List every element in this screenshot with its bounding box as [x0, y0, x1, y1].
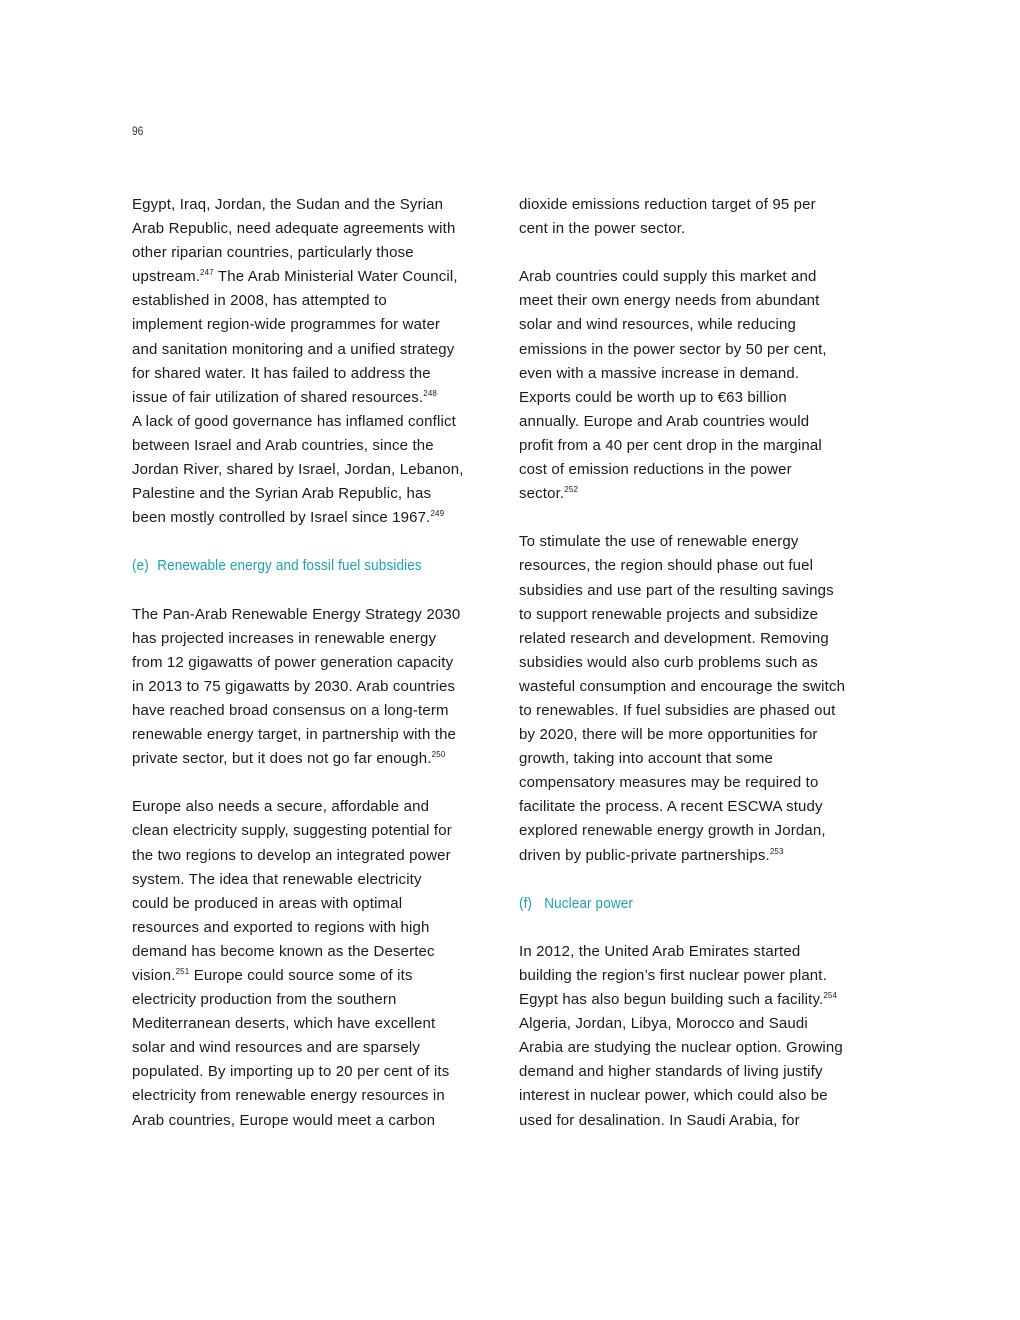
text-line: [519, 265, 889, 289]
text-line: [519, 289, 889, 313]
line-text: Egypt has also begun building such a facility.: [519, 991, 824, 1009]
text-line: [132, 892, 502, 916]
section-marker: (e): [132, 557, 149, 575]
text-line: [519, 819, 889, 843]
line-text: Mediterranean deserts, which have excellent: [132, 1015, 436, 1033]
footnote-reference: 254: [823, 991, 838, 1001]
line-text: used for desalination. In Saudi Arabia, for: [519, 1111, 800, 1129]
line-text: Egypt, Iraq, Jordan, the Sudan and the Syrian: [132, 196, 444, 213]
line-text: have reached broad consensus on a long-term: [132, 701, 449, 719]
footnote-reference: 253: [769, 846, 784, 856]
text-line: [519, 482, 889, 506]
line-text: growth, taking into account that some: [519, 750, 774, 768]
text-line: [132, 603, 502, 627]
text-line: [132, 1084, 502, 1108]
line-text: other riparian countries, particularly those: [132, 244, 414, 262]
line-text: interest in nuclear power, which could also be: [519, 1087, 828, 1105]
text-line: [519, 844, 889, 868]
line-text: Algeria, Jordan, Libya, Morocco and Saudi: [519, 1015, 808, 1033]
line-text: established in 2008, has attempted to: [132, 292, 387, 310]
text-line: [519, 313, 889, 337]
text-line: [519, 530, 889, 554]
line-text: resources, the region should phase out fuel: [519, 557, 814, 575]
line-text: Palestine and the Syrian Arab Republic, has: [132, 485, 432, 503]
paragraph: [132, 603, 502, 772]
text-line: [132, 338, 502, 362]
footnote-reference: 250: [431, 750, 446, 760]
text-line: [519, 362, 889, 386]
line-text: from 12 gigawatts of power generation capacity: [132, 653, 454, 671]
footnote-reference: 249: [430, 509, 445, 519]
text-line: [519, 988, 889, 1012]
line-text: annually. Europe and Arab countries would: [519, 412, 810, 430]
text-line: [132, 386, 502, 410]
text-line: [519, 579, 889, 603]
text-line: [132, 747, 502, 771]
line-text: wasteful consumption and encourage the switch: [519, 677, 846, 695]
line-text: Jordan River, shared by Israel, Jordan, Lebanon,: [132, 461, 464, 479]
text-line: [132, 675, 502, 699]
text-line: [519, 651, 889, 675]
line-text: Europe also needs a secure, affordable and: [132, 798, 430, 816]
text-line: [132, 964, 502, 988]
line-text: solar and wind resources, while reducing: [519, 316, 796, 334]
paragraph: [519, 193, 889, 241]
line-text: renewable energy target, in partnership with the: [132, 726, 457, 744]
line-text: in 2013 to 75 gigawatts by 2030. Arab countries: [132, 677, 456, 695]
text-line: [519, 1084, 889, 1108]
line-text: issue of fair utilization of shared resources.: [132, 388, 424, 406]
line-text: populated. By importing up to 20 per cent of its: [132, 1063, 450, 1081]
text-line: [519, 1036, 889, 1060]
text-line: [132, 1036, 502, 1060]
line-text: Exports could be worth up to €63 billion: [519, 388, 787, 406]
line-text: to support renewable projects and subsidize: [519, 605, 819, 623]
line-text: sector.: [519, 485, 565, 503]
paragraph: [519, 530, 889, 867]
right-column: [519, 193, 889, 1133]
section-heading-f: [519, 892, 852, 916]
line-text: In 2012, the United Arab Emirates started: [519, 942, 801, 960]
text-line: [132, 265, 502, 289]
text-line: [132, 434, 502, 458]
text-line: [519, 1060, 889, 1084]
text-line: [132, 313, 502, 337]
line-text: between Israel and Arab countries, since the: [132, 436, 434, 454]
line-text: profit from a 40 per cent drop in the marginal: [519, 436, 822, 454]
line-text: Arabia are studying the nuclear option. Growing: [519, 1039, 843, 1057]
line-text: Arab Republic, need adequate agreements with: [132, 220, 456, 238]
line-text: The Arab Ministerial Water Council,: [213, 268, 458, 286]
text-line: [519, 410, 889, 434]
line-text: system. The idea that renewable electricity: [132, 870, 422, 888]
line-text: solar and wind resources and are sparsely: [132, 1039, 420, 1057]
text-line: [519, 603, 889, 627]
text-line: [519, 217, 889, 241]
paragraph: [132, 795, 502, 1132]
line-text: driven by public-private partnerships.: [519, 846, 770, 864]
line-text: Arab countries, Europe would meet a carbon: [132, 1111, 436, 1129]
section-heading-e: [132, 554, 465, 578]
text-line: [132, 699, 502, 723]
left-column: [132, 193, 502, 1133]
text-line: [132, 1060, 502, 1084]
text-line: [519, 771, 889, 795]
text-line: [132, 651, 502, 675]
section-title: Nuclear power: [544, 894, 634, 912]
paragraph: [519, 940, 889, 1133]
line-text: demand and higher standards of living justify: [519, 1063, 823, 1081]
line-text: cost of emission reductions in the power: [519, 461, 792, 479]
text-line: [519, 795, 889, 819]
line-text: To stimulate the use of renewable energy: [519, 533, 799, 551]
line-text: facilitate the process. A recent ESCWA study: [519, 798, 823, 816]
text-line: [132, 217, 502, 241]
line-text: explored renewable energy growth in Jordan,: [519, 822, 826, 840]
text-line: [132, 795, 502, 819]
text-line: [132, 506, 502, 530]
text-line: [519, 458, 889, 482]
text-line: [132, 410, 502, 434]
text-line: [132, 1109, 502, 1133]
line-text: electricity production from the southern: [132, 991, 397, 1009]
text-line: [519, 747, 889, 771]
line-text: Europe could source some of its: [189, 967, 413, 984]
line-text: even with a massive increase in demand.: [519, 364, 800, 382]
page-number: 96: [132, 124, 144, 138]
text-line: [519, 964, 889, 988]
text-line: [132, 458, 502, 482]
text-line: [132, 844, 502, 868]
text-line: [132, 193, 502, 217]
text-line: [519, 554, 889, 578]
line-text: cent in the power sector.: [519, 220, 686, 238]
text-line: [132, 482, 502, 506]
line-text: dioxide emissions reduction target of 95 per: [519, 196, 816, 213]
text-line: [519, 193, 889, 217]
line-text: and sanitation monitoring and a unified strategy: [132, 340, 455, 358]
text-line: [132, 819, 502, 843]
line-text: resources and exported to regions with high: [132, 918, 430, 936]
section-title: Renewable energy and fossil fuel subsidies: [157, 557, 422, 575]
footnote-reference: 252: [564, 485, 579, 495]
text-line: [132, 362, 502, 386]
text-line: [519, 627, 889, 651]
line-text: related research and development. Removing: [519, 629, 829, 647]
line-text: the two regions to develop an integrated power: [132, 846, 451, 864]
text-line: [519, 675, 889, 699]
text-line: [132, 1012, 502, 1036]
line-text: Arab countries could supply this market and: [519, 268, 817, 286]
footnote-reference: 251: [175, 967, 190, 976]
text-line: [132, 988, 502, 1012]
line-text: for shared water. It has failed to address the: [132, 364, 431, 382]
paragraph: [519, 265, 889, 506]
line-text: could be produced in areas with optimal: [132, 894, 403, 912]
line-text: emissions in the power sector by 50 per cent,: [519, 340, 827, 358]
text-line: [519, 1109, 889, 1133]
text-line: [132, 289, 502, 313]
line-text: The Pan-Arab Renewable Energy Strategy 2030: [132, 605, 461, 623]
line-text: electricity from renewable energy resources in: [132, 1087, 445, 1105]
line-text: has projected increases in renewable energy: [132, 629, 437, 647]
text-line: [519, 699, 889, 723]
text-line: [132, 940, 502, 964]
line-text: building the region’s first nuclear power plant.: [519, 967, 827, 984]
text-line: [132, 723, 502, 747]
text-line: [519, 940, 889, 964]
line-text: implement region-wide programmes for water: [132, 316, 441, 334]
line-text: private sector, but it does not go far enough.: [132, 750, 432, 768]
line-text: been mostly controlled by Israel since 1967.: [132, 509, 431, 527]
footnote-reference: 248: [423, 388, 438, 398]
line-text: subsidies would also curb problems such as: [519, 653, 818, 671]
text-line: [132, 916, 502, 940]
line-text: vision.: [132, 967, 176, 984]
line-text: A lack of good governance has inflamed conflict: [132, 412, 456, 430]
line-text: subsidies and use part of the resulting savings: [519, 581, 834, 599]
text-line: [132, 627, 502, 651]
text-line: [519, 338, 889, 362]
line-text: meet their own energy needs from abundant: [519, 292, 820, 310]
line-text: compensatory measures may be required to: [519, 774, 819, 792]
section-marker: (f): [519, 894, 533, 912]
text-line: [519, 723, 889, 747]
footnote-reference: 247: [200, 268, 214, 278]
text-line: [519, 1012, 889, 1036]
line-text: by 2020, there will be more opportunities for: [519, 726, 818, 744]
text-line: [519, 386, 889, 410]
line-text: clean electricity supply, suggesting potential for: [132, 822, 452, 840]
paragraph: [132, 193, 502, 530]
line-text: to renewables. If fuel subsidies are phased out: [519, 701, 836, 719]
line-text: upstream.: [132, 268, 201, 286]
line-text: demand has become known as the Desertec: [132, 942, 435, 960]
text-line: [132, 868, 502, 892]
text-line: [519, 434, 889, 458]
text-line: [132, 241, 502, 265]
